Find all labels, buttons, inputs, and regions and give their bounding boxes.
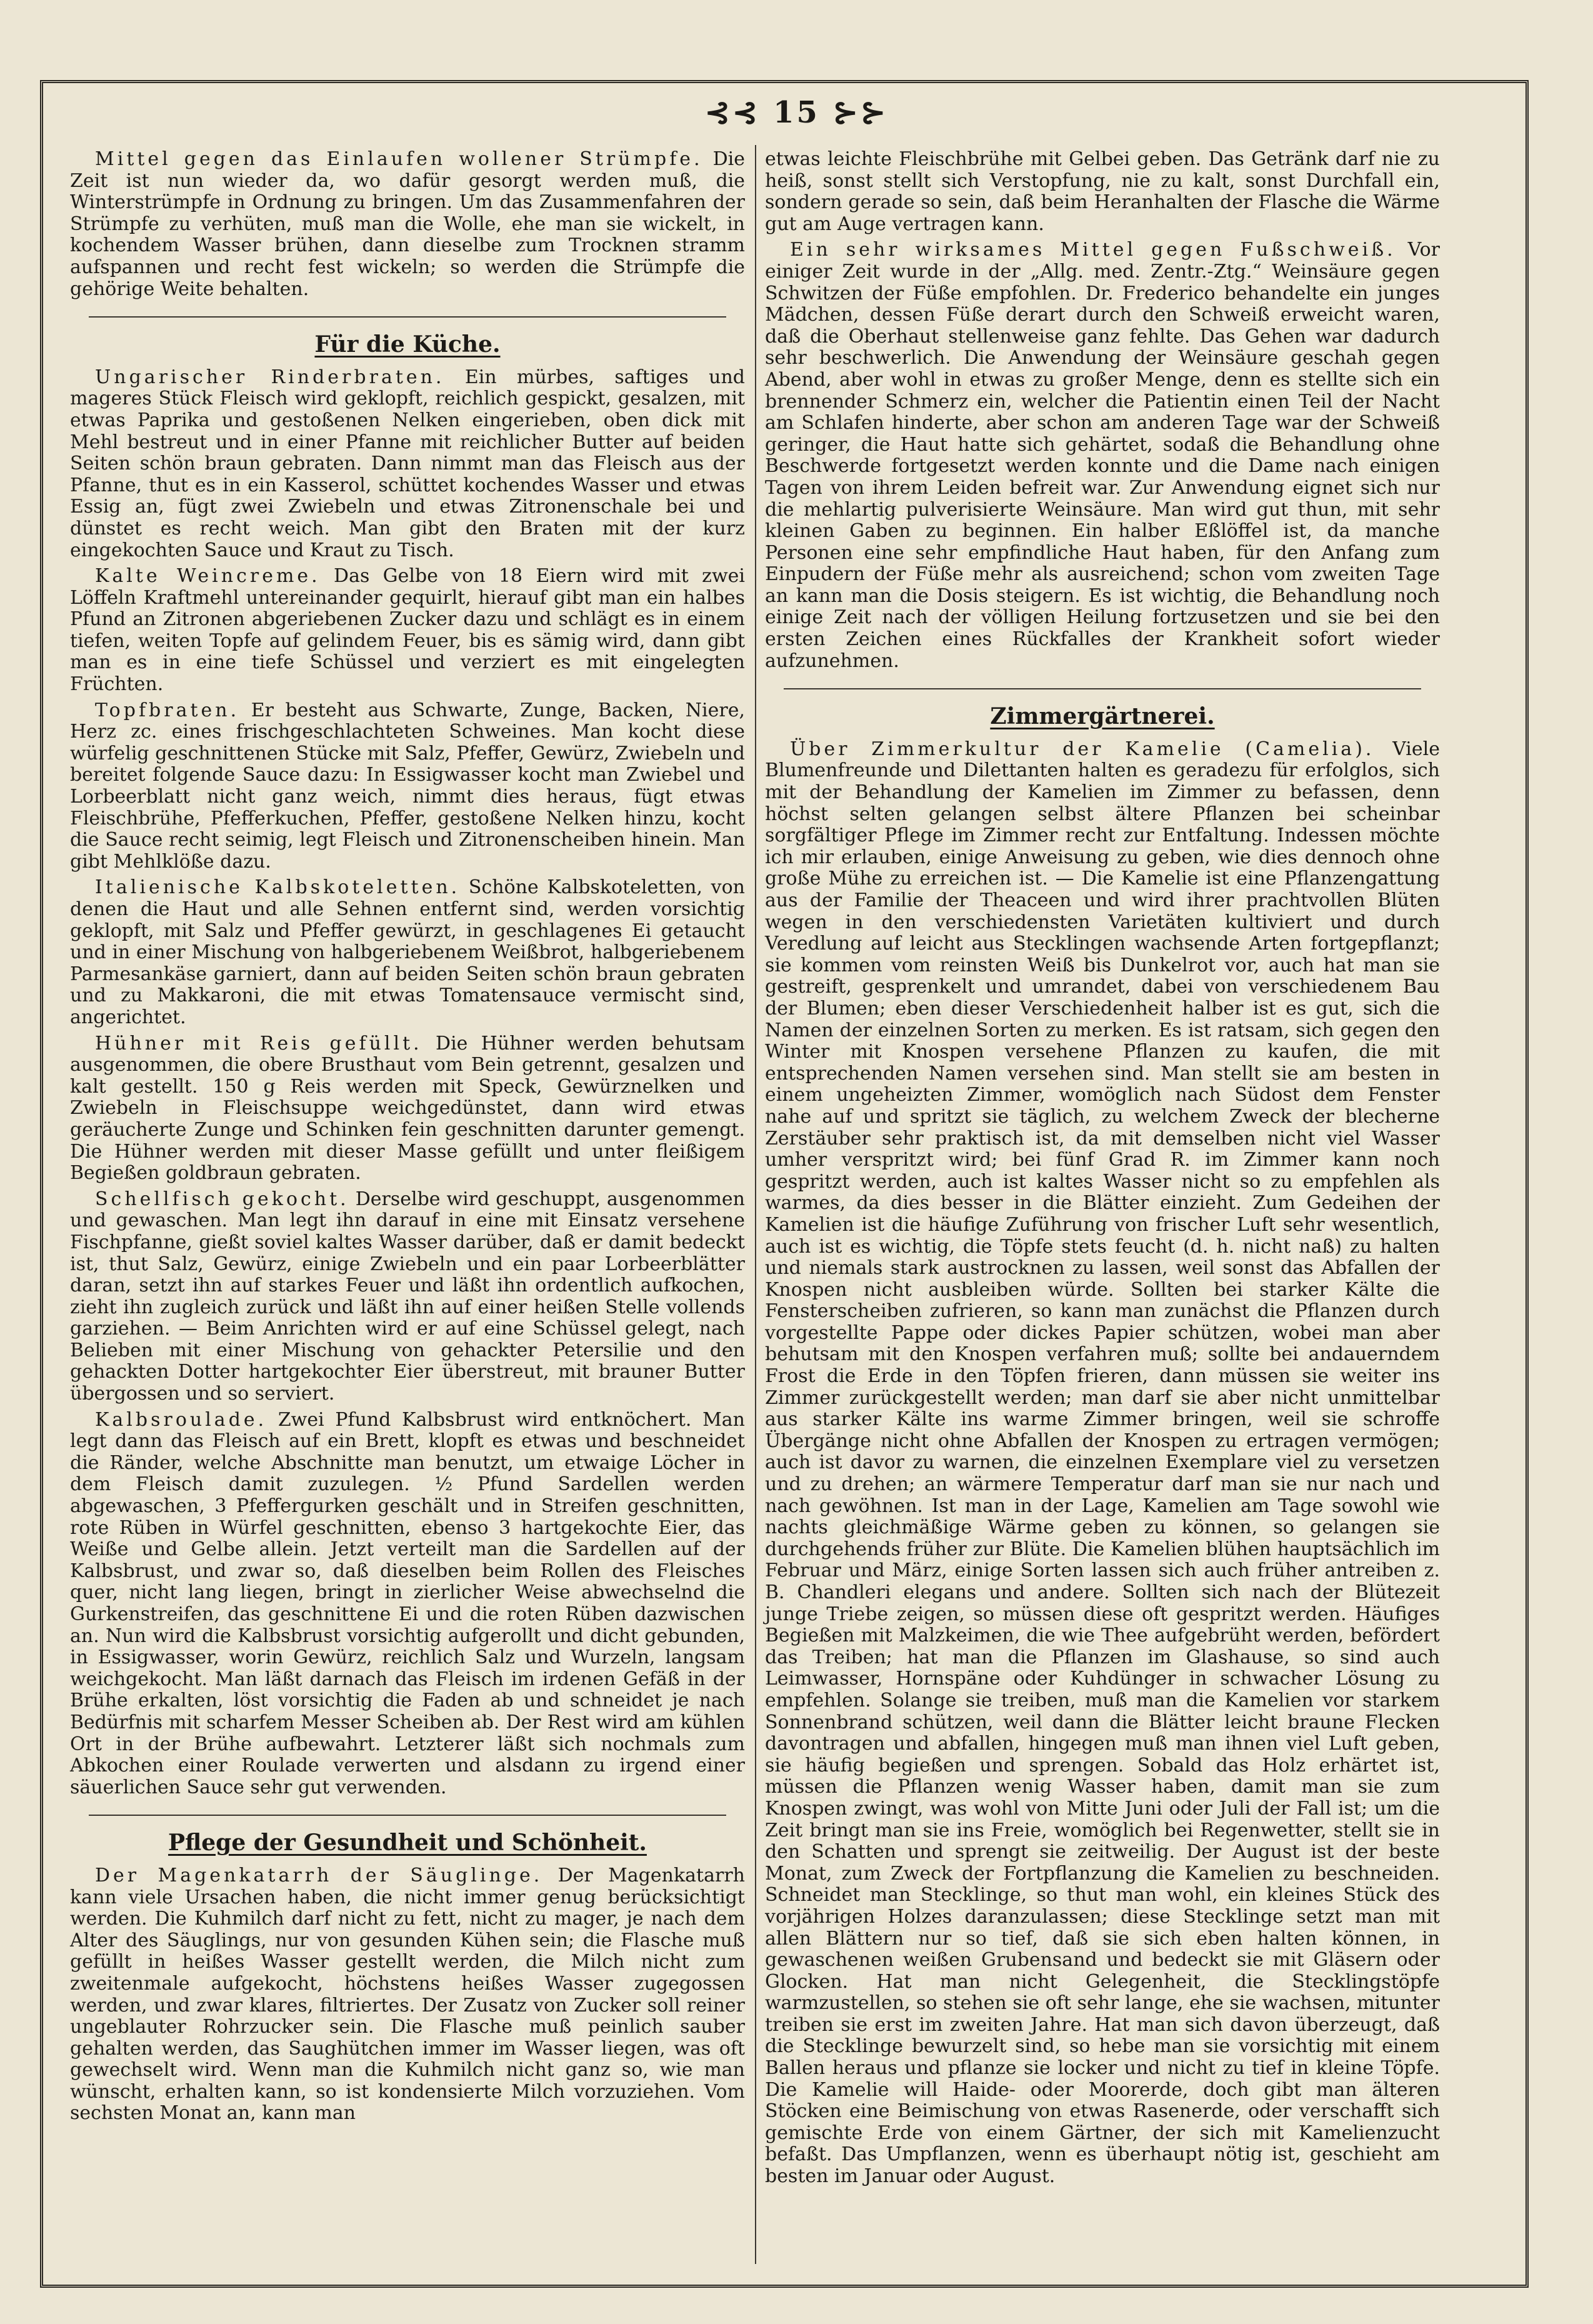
section-rule bbox=[784, 688, 1421, 689]
article-text: Viele Blumenfreunde und Dilettanten halten es geradezu für erfolglos, sich mit der Behandlung der Kamelien im Zimmer zu befassen, denn höchst selten gelangen selbst ältere Pflanzen bei scheinbar sorgfältiger Pflege im Zimmer recht zur Entfaltung. Indessen möchte ich mir erlauben, einige Anweisung zu geben, wie dies dennoch ohne große Mühe zu erreichen ist. — Die Kamelie ist eine Pflanzengattung aus der Familie der Theaceen und wird ihrer prachtvollen Blüten wegen in den verschiedensten Varietäten kultiviert und durch Veredlung auf leicht aus Stecklingen wachsende Arten fortgepflanzt; sie kommen vom reinsten Weiß bis Dunkelrot vor, auch hat man sie gestreift, gesprenkelt und umrandet, dabei von verschiedenem Bau der Blumen; eben dieser Verschiedenheit halber ist es gut, sich die Namen der einzelnen Sorten zu merken. Es ist ratsam, sich gegen den Winter mit Knospen versehene Pflanzen zu kaufen, die mit entsprechenden Namen versehen sind. Man stellt sie am besten in einem ungeheizten Zimmer, womöglich nach Südost dem Fenster nahe auf und spritzt sie täglich, zu welchem Zweck der blecherne Zerstäuber sehr praktisch ist, da mit demselben nicht viel Wasser umher verspritzt wird; bei fünf Grad R. im Zimmer kann noch gespritzt werden, auch ist kaltes Wasser nicht so zu empfehlen als warmes, da dies besser in die Blätter einzieht. Zum Gedeihen der Kamelien ist die häufige Zuführung von frischer Luft sehr wesentlich, auch ist es wichtig, die Töpfe stets feucht (d. h. nicht naß) zu halten und niemals stark austrocknen zu lassen, weil sonst das Abfallen der Knospen nicht ausbleiben würde. Sollten bei starker Kälte die Fensterscheiben zufrieren, so kann man zunächst die Pflanzen durch vorgestellte Pappe oder dickes Papier schützen, wobei man aber behutsam mit den Knospen verfahren muß; sollte bei andauerndem Frost die Erde in den Töpfen frieren, dann müssen sie weiter ins Zimmer zurückgestellt werden; man darf sie aber nicht unmittelbar aus starker Kälte ins warme Zimmer bringen, weil sie schroffe Übergänge nicht ohne Abfallen der Knospen zu ertragen vermögen; auch ist davor zu warnen, die einzelnen Exemplare viel zu versetzen und zu drehen; an wärmere Temperatur darf man sie nur nach und nach gewöhnen. Ist man in der Lage, Kamelien am Tage sowohl wie nachts gleichmäßige Wärme geben zu können, so gelangen sie durchgehends früher zur Blüte. Die Kamelien blühen hauptsächlich im Februar und März, einige Sorten lassen sich auch früher antreiben z. B. Chandleri elegans und andere. Sollten sich nach der Blütezeit junge Triebe zeigen, so müssen diese oft gespritzt werden. Häufiges Begießen mit Malzkeimen, die wie Thee aufgebrüht werden, befördert das Treiben; hat man die Pflanzen im Glashause, so sind auch Leimwasser, Hornspäne oder Kuhdünger in schwacher Lösung zu empfehlen. Solange sie treiben, muß man die Kamelien vor starkem Sonnenbrand schützen, weil dann die Blätter leicht braune Flecken davontragen und abfallen, hingegen muß man ihnen viel Luft geben, sie häufig begießen und sprengen. Sobald das Holz erhärtet ist, müssen die Pflanzen wenig Wasser haben, damit man sie zum Knospen zwingt, was wohl von Mitte Juni oder Juli der Fall ist; um die Zeit bringt man sie ins Freie, womöglich bei Regenwetter, stellt sie in den Schatten und sprengt sie zeitweilig. Der August ist der beste Monat, zum Zweck der Fortpflanzung die Kamelien zu beschneiden. Schneidet man Stecklinge, so thut man wohl, ein kleines Stück des vorjährigen Holzes daranzulassen; diese Stecklinge setzt man mit allen Blättern nur so tief, daß sie sich eben halten können, in gewaschenen weißen Grubensand und bedeckt sie mit Gläsern oder Glocken. Hat man nicht Gelegenheit, die Stecklingstöpfe warmzustellen, so stehen sie oft sehr lange, ehe sie wachsen, mitunter treiben sie erst im zweiten Jahre. Hat man sich davon überzeugt, daß die Stecklinge bewurzelt sind, so hebe man sie vorsichtig mit einem Ballen heraus und pflanze sie locker und nicht zu tief in kleine Töpfe. Die Kamelie will Haide- oder Moorerde, doch gibt man älteren Stöcken eine Beimischung von etwas Rasenerde, oder verschafft sich gemischte Erde von einem Gärtner, der sich mit Kamelienzucht befaßt. Das Umpflanzen, wenn es überhaupt nötig ist, geschieht am besten im Januar oder August. bbox=[765, 738, 1440, 2188]
recipe-title: Topfbraten. bbox=[95, 699, 240, 721]
page-number-text: 15 bbox=[773, 95, 820, 130]
section-rule bbox=[89, 1815, 726, 1816]
recipe-text: Ein mürbes, saftiges und mageres Stück Fleisch wird geklopft, reichlich gespickt, gesalzen, mit etwas Paprika und gestoßenen Nelken eingerieben, oben dick mit Mehl bestreut und in einer Pfanne mit reichlicher Butter auf beiden Seiten schön braun gebraten. Dann nimmt man das Fleisch aus der Pfanne, thut es in ein Kasserol, schüttet kochendes Wasser und etwas Essig an, fügt zwei Zwiebeln und etwas Zitronenschale bei und dünstet es recht weich. Man gibt den Braten mit der kurz eingekochten Sauce und Kraut zu Tisch. bbox=[70, 366, 745, 561]
section-heading-health: Pflege der Gesundheit und Schönheit. bbox=[168, 1830, 647, 1856]
recipe-paragraph bbox=[70, 1033, 745, 1185]
ornament-right: ⊱⊱ bbox=[819, 95, 889, 130]
recipe-paragraph bbox=[70, 700, 745, 873]
recipe-title: Schellfisch gekocht. bbox=[95, 1188, 349, 1210]
recipe-text: Derselbe wird geschuppt, ausgenommen und gewaschen. Man legt ihn darauf in eine mit Einsatz versehene Fischpfanne, gießt soviel kaltes Wasser darüber, daß er damit bedeckt ist, thut Salz, Gewürz, einige Zwiebeln und ein paar Lorbeerblätter daran, setzt ihn auf starkes Feuer und läßt ihn ordentlich aufkochen, zieht ihn zugleich zurück und läßt ihn auf einer heißen Stelle vollends garziehen. — Beim Anrichten wird er auf eine Schüssel gelegt, nach Belieben mit einer Mischung von gehackter Petersilie und den gehackten Dotter hartgekochter Eier überstreut, mit brauner Butter übergossen und so serviert. bbox=[70, 1188, 745, 1405]
article-lead: Der Magenkatarrh der Säuglinge. bbox=[95, 1864, 543, 1886]
article-text: Die Zeit ist nun wieder da, wo dafür gesorgt werden muß, die Winterstrümpfe in Ordnung zu bringen. Um das Zusammenfahren der Strümpfe zu verhüten, muß man die Wolle, ehe man sie wickelt, in kochendem Wasser brühen, dann dieselbe zum Trocknen stramm aufspannen und recht fest wickeln; so werden die Strümpfe die gehörige Weite behalten. bbox=[70, 148, 745, 300]
recipe-paragraph bbox=[70, 1189, 745, 1405]
article-lead: Mittel gegen das Einlaufen wollener Strümpfe. bbox=[95, 148, 703, 170]
recipe-title: Kalte Weincreme. bbox=[95, 565, 321, 588]
recipe-paragraph bbox=[70, 367, 745, 561]
article-text: Vor einiger Zeit wurde in der „Allg. med. Zentr.-Ztg.“ Weinsäure gegen Schwitzen der Füße empfohlen. Dr. Frederico behandelte ein junges Mädchen, dessen Füße derart durch den Schweiß erweicht waren, daß die Oberhaut stellenweise ganz fehlte. Das Gehen war dadurch sehr beschwerlich. Die Anwendung der Weinsäure geschah gegen Abend, aber wohl in etwas zu großer Menge, denn es stellte sich ein brennender Schmerz ein, welcher die Patientin einen Teil der Nacht am Schlafen hinderte, aber schon am anderen Tage war der Schweiß geringer, die Haut hatte sich gehärtet, sodaß die Behandlung ohne Beschwerde fortgesetzt werden konnte und die Dame nach einigen Tagen von ihrem Leiden befreit war. Zur Anwendung eignet sich nur die mehlartig pulverisierte Weinsäure. Man wird gut thun, mit sehr kleinen Gaben zu beginnen. Ein halber Eßlöffel ist, da manche Personen eine sehr empfindliche Haut haben, für den Anfang zum Einpudern der Füße mehr als ausreichend; schon vom zweiten Tage an kann man die Dosis steigern. Es ist wichtig, die Behandlung noch einige Zeit nach der völligen Heilung fortzusetzen und sie bei den ersten Zeichen eines Rückfalles der Krankheit sofort wieder aufzunehmen. bbox=[765, 239, 1440, 672]
right-column bbox=[765, 149, 1440, 2192]
ornament-left: ⊰⊰ bbox=[704, 95, 774, 130]
article-paragraph bbox=[765, 239, 1440, 672]
article-text: Der Magenkatarrh kann viele Ursachen haben, die nicht immer genug berücksichtigt werden. Die Kuhmilch darf nicht zu fett, nicht zu mager, je nach dem Alter des Säuglings, nur von gesunden Kühen sein; die Flasche muß gefüllt in heißes Wasser gestellt werden, die Milch nicht zum zweitenmale aufgekocht, höchstens heißes Wasser zugegossen werden, und zwar klares, filtriertes. Der Zusatz von Zucker soll reiner ungeblauter Rohrzucker sein. Die Flasche muß peinlich sauber gehalten werden, das Saughütchen immer im Wasser liegen, was oft gewechselt wird. Wenn man die Kuhmilch nicht ganz so, wie man wünscht, erhalten kann, so ist kondensierte Milch vorzuziehen. Vom sechsten Monat an, kann man bbox=[70, 1864, 745, 2125]
page-number bbox=[0, 95, 1593, 130]
recipe-title: Hühner mit Reis gefüllt. bbox=[95, 1032, 422, 1054]
article-lead: Ein sehr wirksames Mittel gegen Fußschweiß. bbox=[790, 239, 1396, 261]
recipe-paragraph bbox=[70, 877, 745, 1028]
recipe-text: Die Hühner werden behutsam ausgenommen, die obere Brusthaut vom Bein getrennt, gesalzen und kalt gestellt. 150 g Reis werden mit Speck, Gewürznelken und Zwiebeln in Fleischsuppe weichgedünstet, dann wird etwas geräucherte Zunge und Schinken fein geschnitten darunter gemengt. Die Hühner werden mit dieser Masse gefüllt und unter fleißigem Begießen goldbraun gebraten. bbox=[70, 1032, 745, 1185]
recipe-text: Das Gelbe von 18 Eiern wird mit zwei Löffeln Kraftmehl untereinander gequirlt, hierauf gibt man ein halbes Pfund an Zitronen abgeriebenen Zucker dazu und schlägt es in einem tiefen, weiten Topfe auf gelindem Feuer, bis es sämig wird, dann gibt man es in eine tiefe Schüssel und verziert es mit eingelegten Früchten. bbox=[70, 565, 745, 696]
column-divider bbox=[755, 145, 756, 2264]
recipe-paragraph bbox=[70, 566, 745, 696]
recipe-title: Kalbsroulade. bbox=[95, 1408, 267, 1431]
recipe-title: Italienische Kalbskoteletten. bbox=[95, 876, 461, 899]
article-paragraph bbox=[765, 739, 1440, 2188]
recipe-text: Zwei Pfund Kalbsbrust wird entknöchert. Man legt dann das Fleisch auf ein Brett, klopft es etwas und beschneidet die Ränder, welche Abschnitte man benutzt, um etwaige Löcher in dem Fleisch damit zuzulegen. ½ Pfund Sardellen werden abgewaschen, 3 Pfeffergurken geschält und in Streifen geschnitten, rote Rüben in Würfel geschnitten, ebenso 3 hartgekochte Eier, das Weiße und Gelbe allein. Jetzt verteilt man die Sardellen auf der Kalbsbrust, und zwar so, daß dieselben beim Rollen des Fleisches quer, nicht lang liegen, bringt in zierlicher Weise abwechselnd die Gurkenstreifen, das geschnittene Ei und die roten Rüben dazwischen an. Nun wird die Kalbsbrust vorsichtig aufgerollt und dicht gebunden, in Essigwasser, worin Gewürz, reichlich Salz und Wurzeln, langsam weichgekocht. Man läßt darnach das Fleisch im irdenen Gefäß in der Brühe erkalten, löst vorsichtig die Faden ab und schneidet je nach Bedürfnis mit scharfem Messer Scheiben ab. Der Rest wird am kühlen Ort in der Brühe aufbewahrt. Letzterer läßt sich nochmals zum Abkochen einer Roulade verwerten und alsdann zu irgend einer säuerlichen Sauce sehr gut verwenden. bbox=[70, 1408, 745, 1798]
article-paragraph bbox=[70, 149, 745, 300]
section-heading-kitchen: Für die Küche. bbox=[314, 331, 501, 358]
section-rule bbox=[89, 316, 726, 318]
continuation-paragraph: etwas leichte Fleischbrühe mit Gelbei geben. Das Getränk darf nie zu heiß, sonst stellt sich Verstopfung, nie zu kalt, sonst Durchfall ein, sondern gerade so sein, daß beim Heranhalten der Flasche die Wärme gut am Auge vertragen kann. bbox=[765, 148, 1440, 235]
article-paragraph bbox=[70, 1865, 745, 2125]
recipe-title: Ungarischer Rinderbraten. bbox=[95, 366, 445, 388]
recipe-text: Er besteht aus Schwarte, Zunge, Backen, Niere, Herz zc. eines frischgeschlachteten Schweines. Man kocht diese würfelig geschnittenen Stücke mit Salz, Pfeffer, Gewürz, Zwiebeln und bereitet folgende Sauce dazu: In Essigwasser kocht man Zwiebel und Lorbeerblatt nicht ganz weich, nimmt dies heraus, fügt etwas Fleischbrühe, Pfefferkuchen, Pfeffer, gestoßene Nelken hinzu, kocht die Sauce recht seimig, legt Fleisch und Zitronenscheiben hinein. Man gibt Mehlklöße dazu. bbox=[70, 699, 745, 873]
article-lead: Über Zimmerkultur der Kamelie (Camelia). bbox=[790, 738, 1375, 760]
section-heading-garden: Zimmergärtnerei. bbox=[990, 703, 1215, 730]
left-column bbox=[70, 149, 745, 2129]
recipe-paragraph bbox=[70, 1410, 745, 1799]
recipe-text: Schöne Kalbskoteletten, von denen die Haut und alle Sehnen entfernt sind, werden vorsichtig geklopft, mit Salz und Pfeffer gewürzt, in geschlagenes Ei getaucht und in einer Mischung von halbgeriebenem Weißbrot, halbgeriebenem Parmesankäse garniert, dann auf beiden Seiten schön braun gebraten und zu Makkaroni, die mit etwas Tomatensauce vermischt sind, angerichtet. bbox=[70, 876, 746, 1028]
